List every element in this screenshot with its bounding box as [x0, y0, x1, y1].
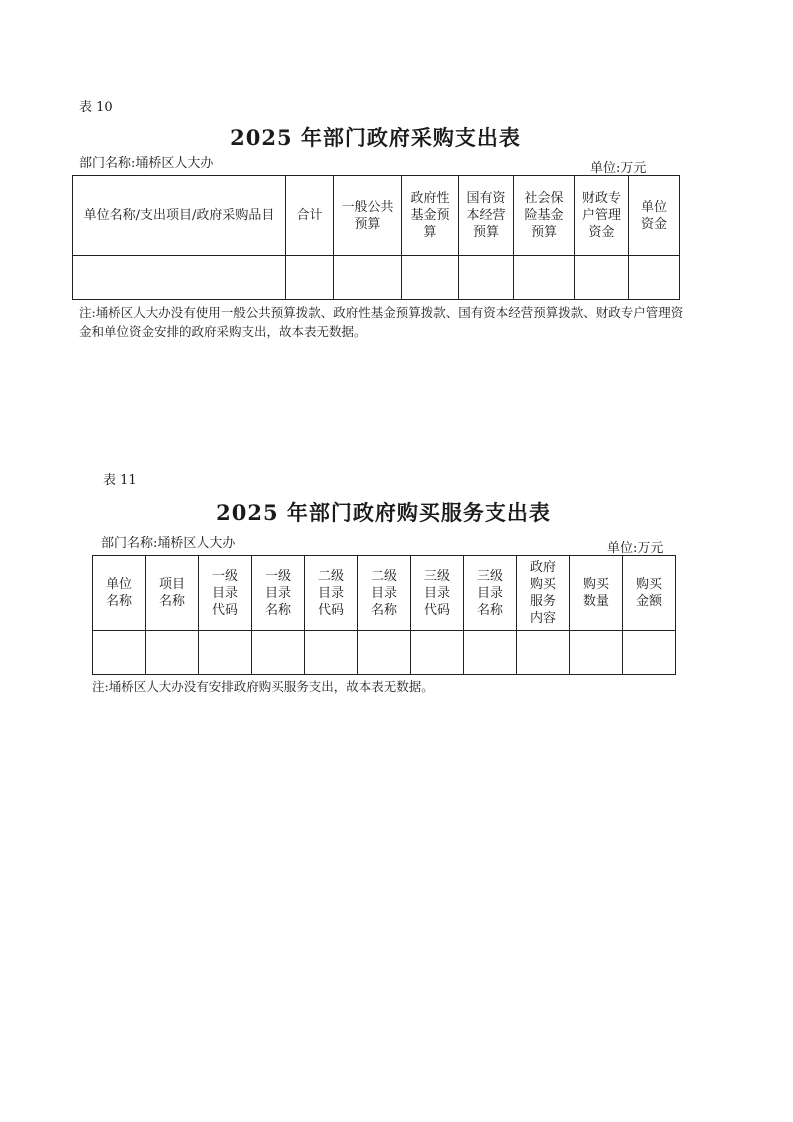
data-cell — [570, 631, 623, 675]
header-cell: 财政专 户管理 资金 — [575, 176, 629, 256]
table-row — [93, 631, 676, 675]
header-cell: 一级 目录 名称 — [252, 556, 305, 631]
header-row — [73, 176, 680, 256]
table-10-label: 表 10 — [79, 100, 113, 115]
data-cell — [286, 256, 334, 300]
data-cell — [73, 256, 286, 300]
header-cell: 单位 资金 — [629, 176, 680, 256]
header-cell: 合计 — [286, 176, 334, 256]
data-cell — [334, 256, 402, 300]
data-cell — [411, 631, 464, 675]
service-note: 注:埇桥区人大办没有安排政府购买服务支出，故本表无数据。 — [92, 679, 434, 694]
header-cell: 二级 目录 名称 — [358, 556, 411, 631]
service-purchase-table — [92, 555, 676, 675]
data-cell — [402, 256, 459, 300]
unit-label: 单位:万元 — [607, 541, 664, 556]
header-cell: 三级 目录 代码 — [411, 556, 464, 631]
data-cell — [305, 631, 358, 675]
data-cell — [514, 256, 575, 300]
header-cell: 一级 目录 代码 — [199, 556, 252, 631]
service-table-title: 2025 年部门政府购买服务支出表 — [216, 500, 551, 525]
data-cell — [464, 631, 517, 675]
procurement-table — [72, 175, 680, 300]
header-row — [93, 556, 676, 631]
data-cell — [146, 631, 199, 675]
header-cell: 社会保 险基金 预算 — [514, 176, 575, 256]
header-cell: 单位名称/支出项目/政府采购品目 — [73, 176, 286, 256]
table-row — [73, 256, 680, 300]
data-cell — [517, 631, 570, 675]
header-cell: 单位 名称 — [93, 556, 146, 631]
department-name: 部门名称:埇桥区人大办 — [79, 156, 214, 171]
table-11-label: 表 11 — [103, 473, 137, 488]
data-cell — [629, 256, 680, 300]
unit-label: 单位:万元 — [590, 161, 647, 176]
header-cell: 二级 目录 代码 — [305, 556, 358, 631]
data-cell — [252, 631, 305, 675]
procurement-table-title: 2025 年部门政府采购支出表 — [230, 125, 521, 150]
data-cell — [575, 256, 629, 300]
header-cell: 购买 金额 — [623, 556, 676, 631]
data-cell — [459, 256, 514, 300]
header-cell: 三级 目录 名称 — [464, 556, 517, 631]
header-cell: 项目 名称 — [146, 556, 199, 631]
procurement-note: 注:埇桥区人大办没有使用一般公共预算拨款、政府性基金预算拨款、国有资本经营预算拨款、财政专户管理资金和单位资金安排的政府采购支出，故本表无数据。 — [79, 305, 684, 339]
header-cell: 政府性 基金预 算 — [402, 176, 459, 256]
data-cell — [358, 631, 411, 675]
department-name: 部门名称:埇桥区人大办 — [101, 536, 236, 551]
header-cell: 国有资 本经营 预算 — [459, 176, 514, 256]
data-cell — [93, 631, 146, 675]
data-cell — [623, 631, 676, 675]
data-cell — [199, 631, 252, 675]
header-cell: 购买 数量 — [570, 556, 623, 631]
header-cell: 政府 购买 服务 内容 — [517, 556, 570, 631]
header-cell: 一般公共 预算 — [334, 176, 402, 256]
